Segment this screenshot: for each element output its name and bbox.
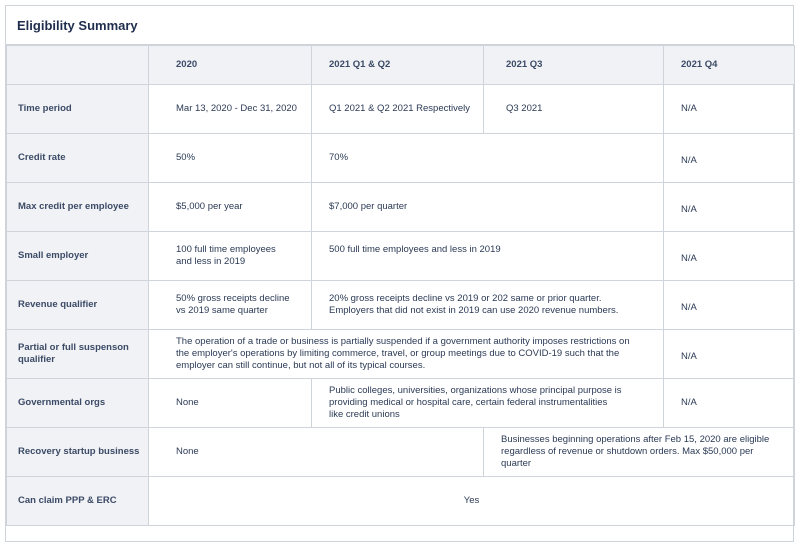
cell-all-periods: Yes [149,477,795,526]
header-row [7,46,795,85]
table-row [7,330,795,379]
cell-2021-q3-q4: Businesses beginning operations after Feb 15, 2020 are eligible regardless of revenue or shutdown orders. Max $50,000 per quarter [484,428,795,477]
cell-2021-q4: N/A [664,134,795,183]
cell-2020: $5,000 per year [149,183,312,232]
page-title: Eligibility Summary [6,6,793,45]
table-row [7,85,795,134]
cell-2021-q3: Q3 2021 [484,85,664,134]
table-row [7,232,795,281]
row-label: Time period [7,85,149,134]
header-corner [7,46,149,85]
header-2021-q3: 2021 Q3 [484,46,664,85]
row-label: Max credit per employee [7,183,149,232]
cell-2021-q4: N/A [664,281,795,330]
cell-2020-q3: The operation of a trade or business is partially suspended if a government authority imposes restrictions on the employer's operations by limiting commerce, travel, or group meetings due to COVID-19 such that the employer can still continue, but not all of its typical courses. [149,330,664,379]
cell-2021-q4: N/A [664,85,795,134]
table-row [7,379,795,428]
cell-2020: 100 full time employees and less in 2019 [149,232,312,281]
cell-2020: None [149,379,312,428]
cell-2021-q4: N/A [664,183,795,232]
cell-2020: 50% gross receipts decline vs 2019 same quarter [149,281,312,330]
cell-2021-q1-q3: Public colleges, universities, organizations whose principal purpose is providing medical or hospital care, certain federal instrumentalities like credit unions [312,379,664,428]
header-2020: 2020 [149,46,312,85]
table-row [7,477,795,526]
cell-2020: Mar 13, 2020 - Dec 31, 2020 [149,85,312,134]
cell-2021-q1-q3: 70% [312,134,664,183]
cell-2021-q1-q2: Q1 2021 & Q2 2021 Respectively [312,85,484,134]
cell-2021-q1-q3: 20% gross receipts decline vs 2019 or 202 same or prior quarter. Employers that did not exist in 2019 can use 2020 revenue numbers. [312,281,664,330]
table-row [7,134,795,183]
row-label: Revenue qualifier [7,281,149,330]
row-label: Can claim PPP & ERC [7,477,149,526]
eligibility-summary-card [5,5,794,542]
header-2021-q1-q2: 2021 Q1 & Q2 [312,46,484,85]
cell-2020: 50% [149,134,312,183]
table-row [7,281,795,330]
row-label: Partial or full suspenson qualifier [7,330,149,379]
cell-2021-q4: N/A [664,232,795,281]
cell-2021-q4: N/A [664,379,795,428]
cell-2020-q2: None [149,428,484,477]
row-label: Small employer [7,232,149,281]
row-label: Governmental orgs [7,379,149,428]
header-2021-q4: 2021 Q4 [664,46,795,85]
table-row [7,183,795,232]
cell-2021-q1-q3: $7,000 per quarter [312,183,664,232]
cell-2021-q4: N/A [664,330,795,379]
cell-2021-q1-q3: 500 full time employees and less in 2019 [312,232,664,281]
row-label: Recovery startup business [7,428,149,477]
eligibility-table [6,45,795,526]
row-label: Credit rate [7,134,149,183]
table-row [7,428,795,477]
